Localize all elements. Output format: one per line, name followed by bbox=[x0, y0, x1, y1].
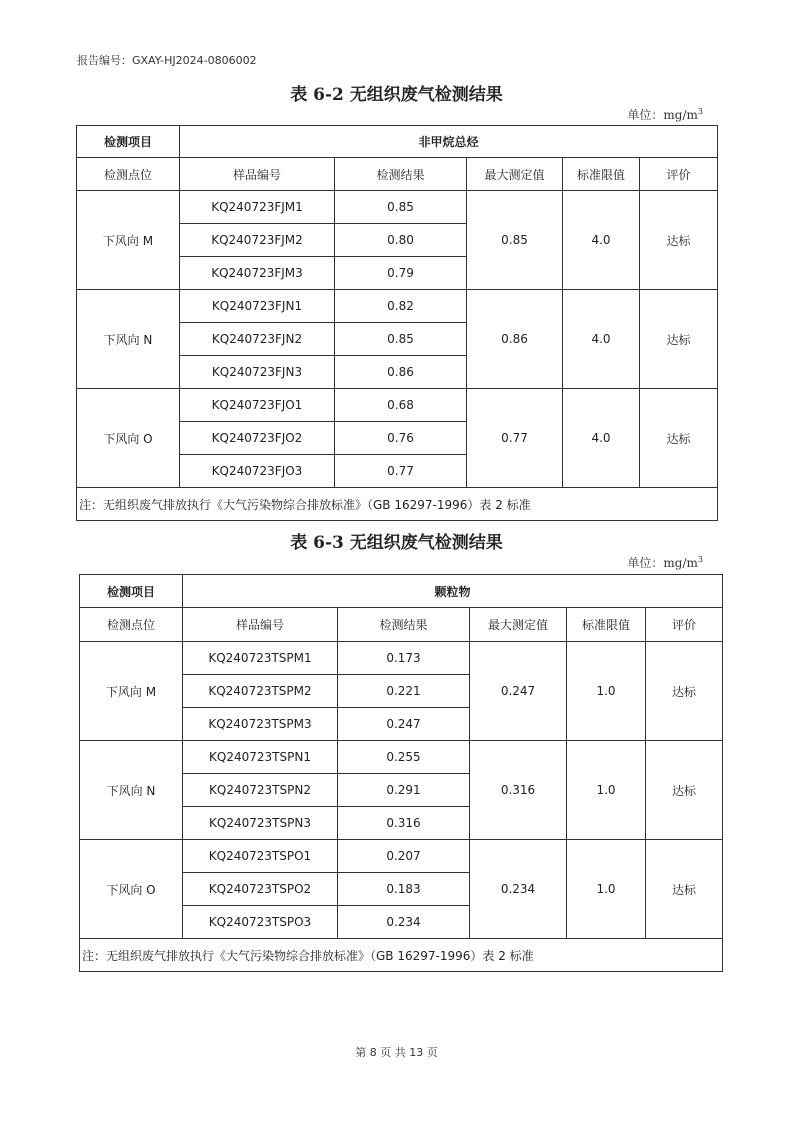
sample-id: KQ240723TSPM2 bbox=[183, 675, 338, 708]
col-header: 标准限值 bbox=[563, 158, 640, 191]
sampling-point: 下风向 M bbox=[80, 642, 183, 741]
sample-result: 0.68 bbox=[335, 389, 467, 422]
sample-result: 0.207 bbox=[338, 840, 470, 873]
limit-value: 1.0 bbox=[567, 840, 646, 939]
max-value: 0.77 bbox=[467, 389, 563, 488]
sample-id: KQ240723TSPO2 bbox=[183, 873, 338, 906]
table-note: 注：无组织废气排放执行《大气污染物综合排放标准》（GB 16297-1996）表 2 标准 bbox=[77, 488, 718, 521]
note-row bbox=[80, 939, 723, 972]
sample-id: KQ240723TSPN2 bbox=[183, 774, 338, 807]
max-value: 0.316 bbox=[470, 741, 567, 840]
limit-value: 4.0 bbox=[563, 389, 640, 488]
sample-result: 0.80 bbox=[335, 224, 467, 257]
sampling-point: 下风向 N bbox=[77, 290, 180, 389]
sampling-point: 下风向 M bbox=[77, 191, 180, 290]
item-row bbox=[80, 575, 723, 608]
item-value: 非甲烷总烃 bbox=[180, 126, 718, 158]
table-title: 表 6-2 无组织废气检测结果 bbox=[290, 85, 503, 105]
col-header: 评价 bbox=[646, 608, 723, 642]
limit-value: 4.0 bbox=[563, 290, 640, 389]
col-header: 样品编号 bbox=[180, 158, 335, 191]
sample-id: KQ240723FJO2 bbox=[180, 422, 335, 455]
sample-id: KQ240723TSPO3 bbox=[183, 906, 338, 939]
note-row bbox=[77, 488, 718, 521]
limit-value: 1.0 bbox=[567, 741, 646, 840]
table-row bbox=[77, 191, 718, 224]
table-row bbox=[80, 642, 723, 675]
evaluation: 达标 bbox=[646, 840, 723, 939]
table-title: 表 6-3 无组织废气检测结果 bbox=[290, 533, 503, 553]
sample-id: KQ240723TSPN3 bbox=[183, 807, 338, 840]
max-value: 0.86 bbox=[467, 290, 563, 389]
col-header: 检测结果 bbox=[338, 608, 470, 642]
item-label: 检测项目 bbox=[80, 575, 183, 608]
col-header: 最大测定值 bbox=[467, 158, 563, 191]
col-header: 检测点位 bbox=[80, 608, 183, 642]
sample-result: 0.85 bbox=[335, 191, 467, 224]
sample-id: KQ240723TSPO1 bbox=[183, 840, 338, 873]
column-header-row bbox=[77, 158, 718, 191]
sample-id: KQ240723FJM2 bbox=[180, 224, 335, 257]
sample-id: KQ240723FJM1 bbox=[180, 191, 335, 224]
evaluation: 达标 bbox=[640, 389, 718, 488]
sample-id: KQ240723FJO1 bbox=[180, 389, 335, 422]
sample-result: 0.183 bbox=[338, 873, 470, 906]
sample-id: KQ240723FJN1 bbox=[180, 290, 335, 323]
sample-id: KQ240723TSPN1 bbox=[183, 741, 338, 774]
table-row bbox=[77, 290, 718, 323]
item-row bbox=[77, 126, 718, 158]
max-value: 0.247 bbox=[470, 642, 567, 741]
limit-value: 4.0 bbox=[563, 191, 640, 290]
sample-result: 0.291 bbox=[338, 774, 470, 807]
evaluation: 达标 bbox=[640, 191, 718, 290]
sample-result: 0.79 bbox=[335, 257, 467, 290]
sample-id: KQ240723TSPM1 bbox=[183, 642, 338, 675]
col-header: 样品编号 bbox=[183, 608, 338, 642]
col-header: 评价 bbox=[640, 158, 718, 191]
unit-label: 单位：$mg/m^3$ bbox=[627, 107, 703, 122]
table-row bbox=[80, 741, 723, 774]
results-table-6-3 bbox=[79, 574, 723, 972]
evaluation: 达标 bbox=[646, 642, 723, 741]
sample-id: KQ240723FJN3 bbox=[180, 356, 335, 389]
sample-result: 0.234 bbox=[338, 906, 470, 939]
sample-result: 0.76 bbox=[335, 422, 467, 455]
item-value: 颗粒物 bbox=[183, 575, 723, 608]
sample-result: 0.77 bbox=[335, 455, 467, 488]
sampling-point: 下风向 O bbox=[80, 840, 183, 939]
sample-result: 0.255 bbox=[338, 741, 470, 774]
table-row bbox=[77, 389, 718, 422]
results-table-6-2 bbox=[76, 125, 718, 521]
item-label: 检测项目 bbox=[77, 126, 180, 158]
sampling-point: 下风向 N bbox=[80, 741, 183, 840]
sample-result: 0.221 bbox=[338, 675, 470, 708]
col-header: 标准限值 bbox=[567, 608, 646, 642]
evaluation: 达标 bbox=[640, 290, 718, 389]
sampling-point: 下风向 O bbox=[77, 389, 180, 488]
table-row bbox=[80, 840, 723, 873]
col-header: 检测结果 bbox=[335, 158, 467, 191]
max-value: 0.85 bbox=[467, 191, 563, 290]
sample-id: KQ240723TSPM3 bbox=[183, 708, 338, 741]
report-number: 报告编号：GXAY-HJ2024-0806002 bbox=[77, 54, 257, 67]
column-header-row bbox=[80, 608, 723, 642]
max-value: 0.234 bbox=[470, 840, 567, 939]
unit-label: 单位：$mg/m^3$ bbox=[627, 555, 703, 570]
sample-result: 0.86 bbox=[335, 356, 467, 389]
col-header: 最大测定值 bbox=[470, 608, 567, 642]
limit-value: 1.0 bbox=[567, 642, 646, 741]
table-note: 注：无组织废气排放执行《大气污染物综合排放标准》（GB 16297-1996）表 2 标准 bbox=[80, 939, 723, 972]
sample-result: 0.316 bbox=[338, 807, 470, 840]
sample-id: KQ240723FJM3 bbox=[180, 257, 335, 290]
sample-id: KQ240723FJO3 bbox=[180, 455, 335, 488]
sample-result: 0.82 bbox=[335, 290, 467, 323]
sample-id: KQ240723FJN2 bbox=[180, 323, 335, 356]
col-header: 检测点位 bbox=[77, 158, 180, 191]
evaluation: 达标 bbox=[646, 741, 723, 840]
sample-result: 0.85 bbox=[335, 323, 467, 356]
page-number: 第 8 页 共 13 页 bbox=[355, 1046, 438, 1059]
sample-result: 0.173 bbox=[338, 642, 470, 675]
sample-result: 0.247 bbox=[338, 708, 470, 741]
